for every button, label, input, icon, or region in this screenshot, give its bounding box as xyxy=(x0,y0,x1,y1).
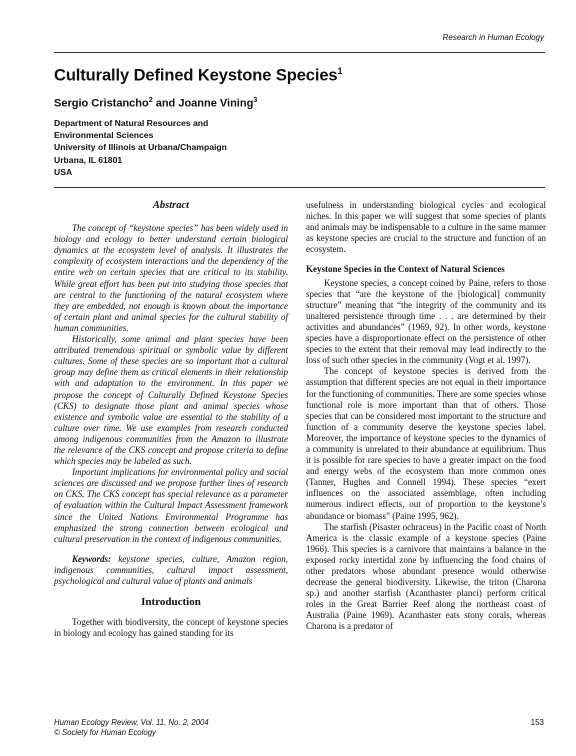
author-1: Sergio Cristancho xyxy=(54,97,149,110)
abstract-body xyxy=(54,223,288,587)
affiliation xyxy=(54,117,227,178)
journal-citation: Human Ecology Review, Vol. 11, No. 2, 2004 xyxy=(54,718,209,727)
abstract-heading: Abstract xyxy=(152,200,190,211)
section-heading: Keystone Species in the Context of Natural Sciences xyxy=(306,264,505,275)
affiliation-line: Environmental Sciences xyxy=(54,130,154,141)
abstract-paragraph: Important implications for environmental policy and social sciences are discussed and we propose further lines of research on CKS. The CKS concept has special relevance as a parameter of evaluation within the Cultural Impact Assessment framework since the United Nations Environmental Programme has emphasized the strong connection between ecological and cultural preservation in the context of indigenous communities. xyxy=(54,467,288,544)
keywords-label: Keywords: xyxy=(72,553,111,564)
introduction-paragraph-continued: usefulness in understanding biological cycles and ecological niches. In this paper we will suggest that some species of plants and animals may be indispensable to a culture in the same manner as keystone species are crucial to the structure and function of an ecosystem. xyxy=(306,200,546,255)
author-1-marker: 2 xyxy=(148,97,153,104)
affiliation-line: USA xyxy=(54,166,73,177)
abstract-paragraph: The concept of “keystone species” has been widely used in biology and ecology to better understand certain biological dynamics at the ecosystem level of analysis. It illustrates the complexity of ecosystem interactions and the dependency of the entire web on certain species that are critical to its stability. While great effort has been put into studying those species that are central to the functioning of the natural ecosystem where they are embedded, not enough is known about the importance of certain plant and animal species for the cultural stability of human communities. xyxy=(54,223,288,333)
article-title xyxy=(54,66,342,86)
affiliation-line: Department of Natural Resources and xyxy=(54,118,209,128)
page-number: 153 xyxy=(530,718,544,727)
affiliation-line: University of Illinois at Urbana/Champaign xyxy=(54,142,227,153)
affiliation-line: Urbana, IL 61801 xyxy=(54,154,123,165)
title-text: Culturally Defined Keystone Species xyxy=(54,66,338,85)
title-footnote-marker: 1 xyxy=(337,66,343,76)
running-head: Research in Human Ecology xyxy=(442,33,544,42)
author-connector: and xyxy=(152,97,179,110)
title-block-rule xyxy=(54,187,545,188)
section-paragraph: Keystone species, a concept coined by Paine, refers to those species that “are the keystone of the [biological] community structure” meaning that “the integrity of the community and its unaltered persistence through time . . . are determined by their activities and abundances” (1969, 92). In other words, keystone species have a disproportionate effect on the persistence of other species to the extent that their removal may lead indirectly to the loss of such other species in the community (Vogt et al. 1997). xyxy=(306,277,546,366)
introduction-heading: Introduction xyxy=(141,596,201,609)
footer xyxy=(54,718,209,738)
copyright: © Society for Human Ecology xyxy=(54,728,156,737)
keywords-text: keystone species, culture, Amazon region, indigenous communities, cultural impact assessment, psychological and cultural value of plants and animals xyxy=(54,553,288,586)
left-column xyxy=(54,200,288,639)
introduction-paragraph: Together with biodiversity, the concept of keystone species in biology and ecology has gained standing for its xyxy=(54,617,288,639)
abstract-paragraph: Historically, some animal and plant species have been attributed tremendous spiritual or symbolic value by different cultures. Some of these species are so important that a cultural group may define them as critical elements in their relationship with and adaptation to the environment. In this paper we propose the concept of Culturally Defined Keystone Species (CKS) to designate those plant and animal species whose existence and symbolic value are essential to the stability of a culture over time. We use examples from research conducted among indigenous communities from the Amazon to illustrate the relevance of the CKS concept and propose criteria to define which species may be labeled as such. xyxy=(54,334,288,467)
section-paragraph: The starfish (Pisaster ochraceus) in the Pacific coast of North America is the classic example of a keystone species (Paine 1966). This species is a carnivore that maintains a balance in the exposed rocky intertidal zone by influencing the food chains of other predators whose abundant presence would otherwise decrease the general biodiversity. Likewise, the triton (Charona sp.) and another starfish (Acanthaster planci) perform critical roles in the Great Barrier Reef along the northeast coast of Australia (Paine 1969). Acanthaster eats stony corals, whereas Charona is a predator of xyxy=(306,521,546,632)
keywords xyxy=(54,554,288,587)
section-paragraph: The concept of keystone species is derived from the assumption that different species are not equal in their importance for the functioning of communities. There are some species whose functional role is more important than that of others. Those species that can be considered most important to the structure and function of a community deserve the keystone species label. Moreover, the importance of keystone species to the dynamics of a community is unrelated to their abundance at equilibrium. Thus it is possible for rare species to have a greater impact on the food and energy webs of the ecosystem than more common ones (Tanner, Hughes and Connell 1994). These species “exert influences on the associated assemblage, often including numerous indirect effects, out of proportion to the keystone’s abundance or biomass” (Paine 1995, 962). xyxy=(306,366,546,521)
header-rule xyxy=(54,52,545,53)
author-2: Joanne Vining xyxy=(178,97,254,110)
right-column xyxy=(306,200,546,633)
authors xyxy=(54,97,257,110)
author-2-marker: 3 xyxy=(253,97,258,104)
